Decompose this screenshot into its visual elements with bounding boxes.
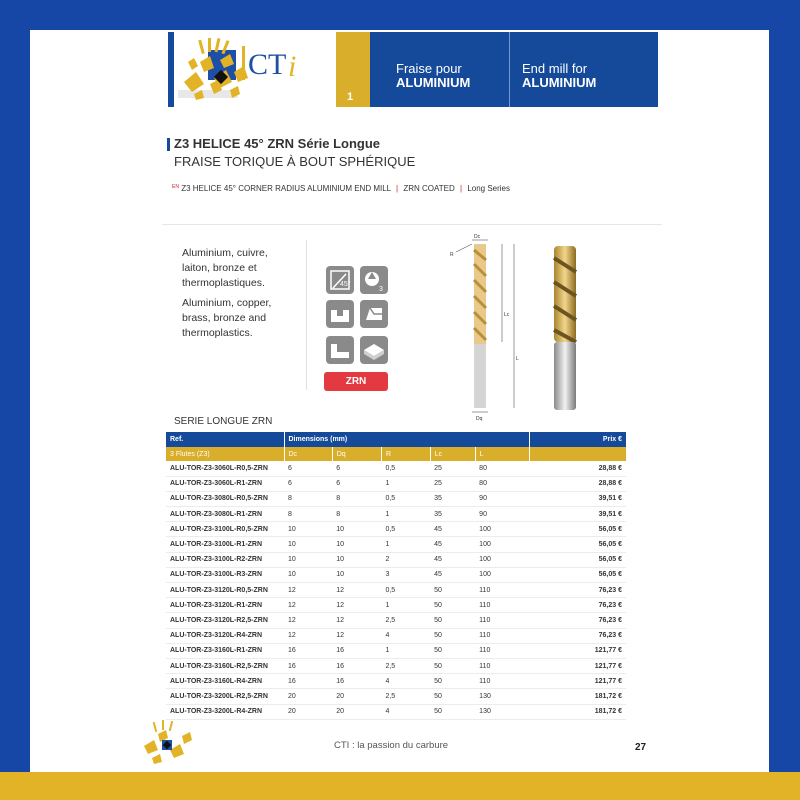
logo-lettering: CT <box>248 48 287 81</box>
cell-lc: 35 <box>430 507 475 522</box>
cell-r: 1 <box>381 476 430 491</box>
section-divider <box>162 224 662 225</box>
helix-angle-label: 45° <box>340 281 351 288</box>
cell-ref: ALU-TOR-Z3-3100L-R1-ZRN <box>166 537 284 552</box>
cell-ref: ALU-TOR-Z3-3160L-R4-ZRN <box>166 674 284 689</box>
end-mill-technical-drawing <box>442 230 532 422</box>
table-row <box>166 689 626 704</box>
cell-ref: ALU-TOR-Z3-3160L-R2,5-ZRN <box>166 658 284 673</box>
bottom-band <box>0 772 800 800</box>
cell-price: 121,77 € <box>529 643 626 658</box>
col-r: R <box>381 447 430 461</box>
cell-lc: 50 <box>430 583 475 598</box>
col-dc: Dc <box>284 447 332 461</box>
helix-angle-icon <box>326 266 354 294</box>
cell-r: 4 <box>381 674 430 689</box>
cell-dq: 16 <box>332 674 381 689</box>
cell-dq: 16 <box>332 658 381 673</box>
en-description-part3: Long Series <box>467 184 511 193</box>
cell-price: 56,05 € <box>529 537 626 552</box>
cell-dc: 16 <box>284 658 332 673</box>
table-row <box>166 567 626 582</box>
cell-dc: 20 <box>284 704 332 719</box>
profiling-icon <box>360 300 388 328</box>
en-separator: | <box>460 184 463 193</box>
catalog-page <box>30 30 769 772</box>
cell-dq: 6 <box>332 461 381 476</box>
cell-ref: ALU-TOR-Z3-3160L-R1-ZRN <box>166 643 284 658</box>
cell-ref: ALU-TOR-Z3-3200L-R4-ZRN <box>166 704 284 719</box>
cell-l: 100 <box>475 552 529 567</box>
section-number: 1 <box>347 91 354 103</box>
page-number: 27 <box>635 742 647 753</box>
product-subtitle: FRAISE TORIQUE À BOUT SPHÉRIQUE <box>174 154 416 169</box>
cell-dc: 10 <box>284 522 332 537</box>
cell-lc: 45 <box>430 567 475 582</box>
dc-label: Dc <box>474 234 481 240</box>
cell-dc: 12 <box>284 583 332 598</box>
cell-dc: 10 <box>284 567 332 582</box>
cell-lc: 50 <box>430 613 475 628</box>
cell-l: 100 <box>475 567 529 582</box>
vertical-divider <box>306 240 307 390</box>
cell-dq: 12 <box>332 598 381 613</box>
cell-dc: 16 <box>284 643 332 658</box>
cell-lc: 50 <box>430 598 475 613</box>
table-row <box>166 552 626 567</box>
materials-fr-line: thermoplastiques. <box>182 277 265 289</box>
table-row <box>166 522 626 537</box>
cell-ref: ALU-TOR-Z3-3120L-R0,5-ZRN <box>166 583 284 598</box>
cell-dc: 10 <box>284 537 332 552</box>
cell-l: 80 <box>475 476 529 491</box>
en-flag: EN <box>172 184 179 190</box>
cell-dc: 8 <box>284 507 332 522</box>
title-accent-bar <box>167 138 170 151</box>
section-number-tab <box>336 32 370 107</box>
product-title: Z3 HELICE 45° ZRN Série Longue <box>174 136 381 151</box>
cell-price: 56,05 € <box>529 567 626 582</box>
materials-en-line: brass, bronze and <box>182 312 267 324</box>
end-mill-photo <box>546 244 586 414</box>
cell-r: 0,5 <box>381 461 430 476</box>
table-row <box>166 598 626 613</box>
spec-table <box>166 432 626 720</box>
cell-ref: ALU-TOR-Z3-3100L-R3-ZRN <box>166 567 284 582</box>
materials-en <box>182 296 271 341</box>
cell-ref: ALU-TOR-Z3-3120L-R1-ZRN <box>166 598 284 613</box>
cell-lc: 25 <box>430 476 475 491</box>
cell-dc: 12 <box>284 598 332 613</box>
cell-lc: 50 <box>430 643 475 658</box>
cell-l: 90 <box>475 491 529 506</box>
table-row <box>166 643 626 658</box>
cell-l: 90 <box>475 507 529 522</box>
cell-dc: 12 <box>284 613 332 628</box>
cell-lc: 50 <box>430 689 475 704</box>
cell-price: 121,77 € <box>529 674 626 689</box>
table-row <box>166 583 626 598</box>
cell-l: 130 <box>475 689 529 704</box>
en-description-part1: Z3 HELICE 45° CORNER RADIUS ALUMINIUM END MILL <box>181 184 391 193</box>
zrn-coating-badge: ZRN <box>324 372 388 391</box>
cell-l: 110 <box>475 658 529 673</box>
cell-ref: ALU-TOR-Z3-3120L-R2,5-ZRN <box>166 613 284 628</box>
cell-dc: 6 <box>284 461 332 476</box>
cell-price: 56,05 € <box>529 522 626 537</box>
shoulder-icon <box>326 336 354 364</box>
cell-dq: 6 <box>332 476 381 491</box>
cell-lc: 45 <box>430 552 475 567</box>
col-dimensions: Dimensions (mm) <box>284 432 529 447</box>
cell-dq: 8 <box>332 491 381 506</box>
cell-r: 2,5 <box>381 689 430 704</box>
cell-l: 110 <box>475 613 529 628</box>
cell-l: 110 <box>475 583 529 598</box>
cell-r: 1 <box>381 643 430 658</box>
materials-en-line: thermoplastics. <box>182 327 253 339</box>
cell-lc: 25 <box>430 461 475 476</box>
table-row <box>166 628 626 643</box>
cell-r: 3 <box>381 567 430 582</box>
cell-dq: 10 <box>332 567 381 582</box>
svg-text:i: i <box>288 50 297 83</box>
cell-ref: ALU-TOR-Z3-3080L-R0,5-ZRN <box>166 491 284 506</box>
category-en-line2: ALUMINIUM <box>522 75 597 90</box>
table-header-row <box>166 432 626 447</box>
cell-ref: ALU-TOR-Z3-3100L-R2-ZRN <box>166 552 284 567</box>
materials-en-line: Aluminium, copper, <box>182 297 272 309</box>
cell-dc: 6 <box>284 476 332 491</box>
plunging-icon <box>360 336 388 364</box>
cell-r: 2,5 <box>381 658 430 673</box>
table-row <box>166 507 626 522</box>
col-lc: Lc <box>430 447 475 461</box>
col-price-sub <box>529 447 626 461</box>
cell-r: 2 <box>381 552 430 567</box>
col-ref: Ref. <box>166 432 284 447</box>
cti-logo <box>168 32 342 107</box>
cell-ref: ALU-TOR-Z3-3060L-R1-ZRN <box>166 476 284 491</box>
cell-dq: 16 <box>332 643 381 658</box>
slotting-icon <box>326 300 354 328</box>
category-en-line1: End mill for <box>522 61 588 76</box>
cti-logo-icon <box>174 32 342 107</box>
l-label: L <box>516 356 519 362</box>
cell-lc: 45 <box>430 522 475 537</box>
materials-fr-line: Aluminium, cuivre, <box>182 247 268 259</box>
table-row <box>166 476 626 491</box>
cell-r: 1 <box>381 598 430 613</box>
cell-l: 100 <box>475 537 529 552</box>
cell-dc: 20 <box>284 689 332 704</box>
header-divider <box>509 32 510 107</box>
table-row <box>166 674 626 689</box>
cell-price: 56,05 € <box>529 552 626 567</box>
en-description-part2: ZRN COATED <box>403 184 455 193</box>
cell-price: 181,72 € <box>529 704 626 719</box>
table-row <box>166 658 626 673</box>
category-fr-line1: Fraise pour <box>396 61 462 76</box>
flutes-group: 3 Flutes (Z3) <box>166 447 284 461</box>
cell-l: 80 <box>475 461 529 476</box>
cell-price: 39,51 € <box>529 507 626 522</box>
cell-l: 100 <box>475 522 529 537</box>
cell-lc: 50 <box>430 658 475 673</box>
cell-ref: ALU-TOR-Z3-3200L-R2,5-ZRN <box>166 689 284 704</box>
english-description <box>172 184 510 193</box>
table-row <box>166 613 626 628</box>
cell-lc: 50 <box>430 628 475 643</box>
lc-label: Lc <box>504 312 510 318</box>
table-body <box>166 461 626 719</box>
cell-ref: ALU-TOR-Z3-3100L-R0,5-ZRN <box>166 522 284 537</box>
col-price: Prix € <box>529 432 626 447</box>
cell-price: 76,23 € <box>529 628 626 643</box>
cell-dq: 12 <box>332 613 381 628</box>
cell-l: 110 <box>475 598 529 613</box>
cell-price: 76,23 € <box>529 583 626 598</box>
cell-dc: 10 <box>284 552 332 567</box>
footer-logo-icon <box>140 720 196 766</box>
category-en <box>522 62 596 90</box>
cell-price: 76,23 € <box>529 613 626 628</box>
category-fr <box>396 62 470 90</box>
materials-fr-line: laiton, bronze et <box>182 262 257 274</box>
en-separator: | <box>396 184 399 193</box>
cell-dq: 12 <box>332 628 381 643</box>
cell-dq: 10 <box>332 552 381 567</box>
table-subheader-row <box>166 447 626 461</box>
cell-r: 0,5 <box>381 522 430 537</box>
cell-r: 0,5 <box>381 583 430 598</box>
flutes-icon <box>360 266 388 294</box>
cell-l: 110 <box>475 628 529 643</box>
cell-l: 110 <box>475 674 529 689</box>
col-l: L <box>475 447 529 461</box>
cell-lc: 35 <box>430 491 475 506</box>
cell-price: 181,72 € <box>529 689 626 704</box>
cell-dc: 8 <box>284 491 332 506</box>
cell-dq: 8 <box>332 507 381 522</box>
cell-r: 0,5 <box>381 491 430 506</box>
cell-dc: 12 <box>284 628 332 643</box>
cell-price: 28,88 € <box>529 461 626 476</box>
cell-lc: 45 <box>430 537 475 552</box>
cell-dq: 20 <box>332 689 381 704</box>
cell-dq: 12 <box>332 583 381 598</box>
table-row <box>166 704 626 719</box>
cell-r: 2,5 <box>381 613 430 628</box>
cell-price: 121,77 € <box>529 658 626 673</box>
cell-price: 28,88 € <box>529 476 626 491</box>
cell-price: 76,23 € <box>529 598 626 613</box>
footer-slogan: CTI : la passion du carbure <box>334 740 449 751</box>
cell-ref: ALU-TOR-Z3-3060L-R0,5-ZRN <box>166 461 284 476</box>
r-label: R <box>450 252 454 258</box>
cell-r: 1 <box>381 537 430 552</box>
flutes-count: 3 <box>379 286 383 293</box>
col-dq: Dq <box>332 447 381 461</box>
table-row <box>166 491 626 506</box>
cell-l: 130 <box>475 704 529 719</box>
materials-fr <box>182 246 268 291</box>
cell-ref: ALU-TOR-Z3-3120L-R4-ZRN <box>166 628 284 643</box>
cell-r: 1 <box>381 507 430 522</box>
cell-lc: 50 <box>430 704 475 719</box>
cell-lc: 50 <box>430 674 475 689</box>
cell-dq: 10 <box>332 522 381 537</box>
table-row <box>166 537 626 552</box>
cell-dc: 16 <box>284 674 332 689</box>
category-fr-line2: ALUMINIUM <box>396 75 471 90</box>
table-title: SERIE LONGUE ZRN <box>174 416 273 427</box>
cell-l: 110 <box>475 643 529 658</box>
cell-r: 4 <box>381 704 430 719</box>
cell-price: 39,51 € <box>529 491 626 506</box>
dq-label: Dq <box>476 416 483 422</box>
cell-dq: 20 <box>332 704 381 719</box>
table-row <box>166 461 626 476</box>
cell-ref: ALU-TOR-Z3-3080L-R1-ZRN <box>166 507 284 522</box>
cell-dq: 10 <box>332 537 381 552</box>
cell-r: 4 <box>381 628 430 643</box>
